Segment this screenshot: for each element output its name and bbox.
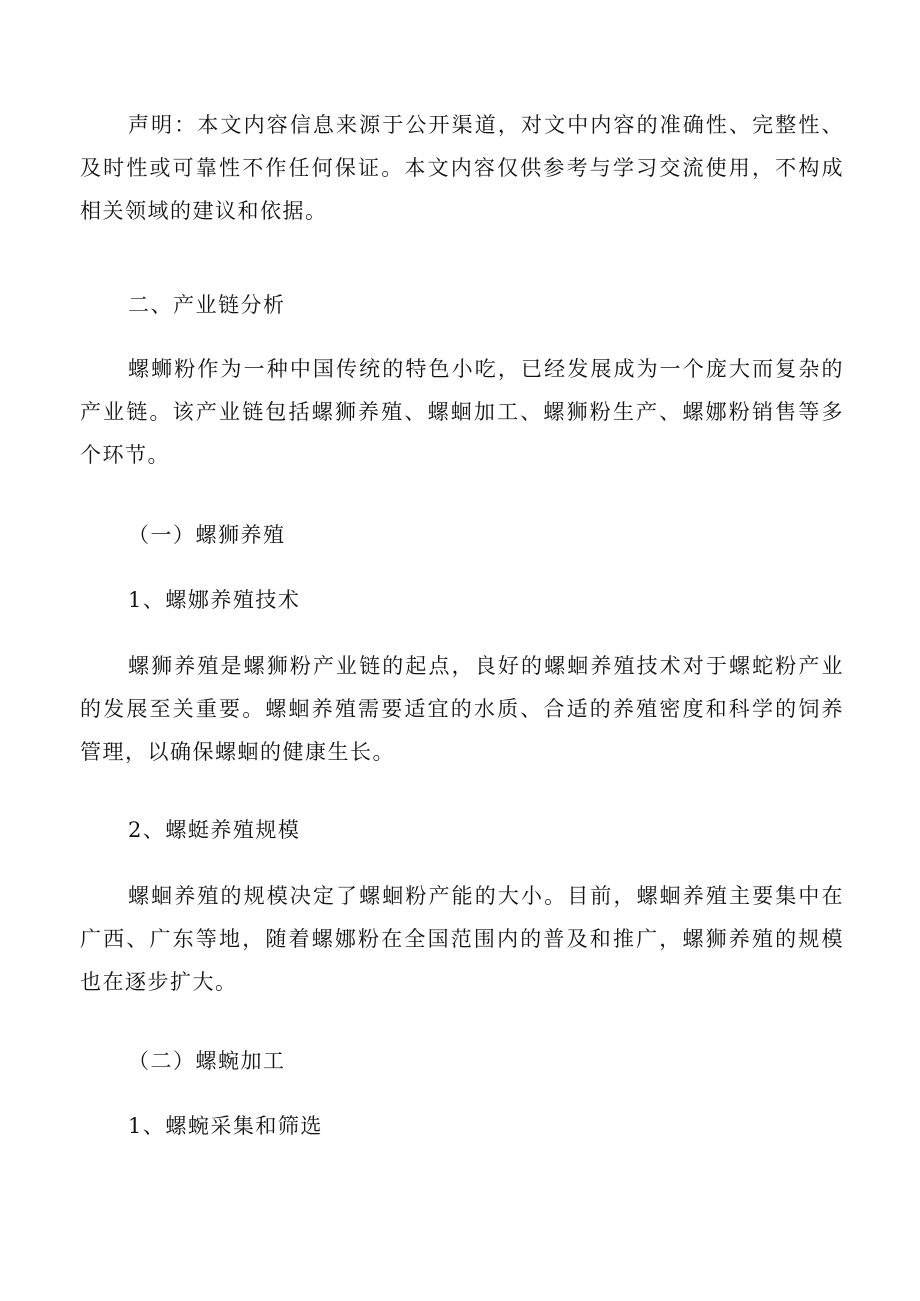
subsection-2-title: （二）螺蜿加工 [128,1049,286,1073]
subsection-1-title: （一）螺狮养殖 [128,523,286,547]
item-1-2-paragraph: 螺蛔养殖的规模决定了螺蛔粉产能的大小。目前，螺蛔养殖主要集中在广西、广东等地，随着螺娜粉在全国范围内的普及和推广，螺狮养殖的规模也在逐步扩大。 [80,884,844,994]
disclaimer-paragraph: 声明：本文内容信息来源于公开渠道，对文中内容的准确性、完整性、及时性或可靠性不作任何保证。本文内容仅供参考与学习交流使用，不构成相关领域的建议和依据。 [80,113,844,223]
item-1-1-paragraph: 螺狮养殖是螺狮粉产业链的起点，良好的螺蛔养殖技术对于螺蛇粉产业的发展至关重要。螺蛔养殖需要适宜的水质、合适的养殖密度和科学的饲养管理，以确保螺蛔的健康生长。 [80,654,844,764]
item-1-2-title: 2、螺蜓养殖规模 [128,818,301,842]
item-2-1-title: 1、螺蜿采集和筛选 [128,1114,323,1138]
intro-paragraph: 螺蛳粉作为一种中国传统的特色小吃，已经发展成为一个庞大而复杂的产业链。该产业链包括螺狮养殖、螺蛔加工、螺狮粉生产、螺娜粉销售等多个环节。 [80,357,844,467]
section-title: 二、产业链分析 [128,293,286,317]
item-1-1-title: 1、螺娜养殖技术 [128,588,301,612]
